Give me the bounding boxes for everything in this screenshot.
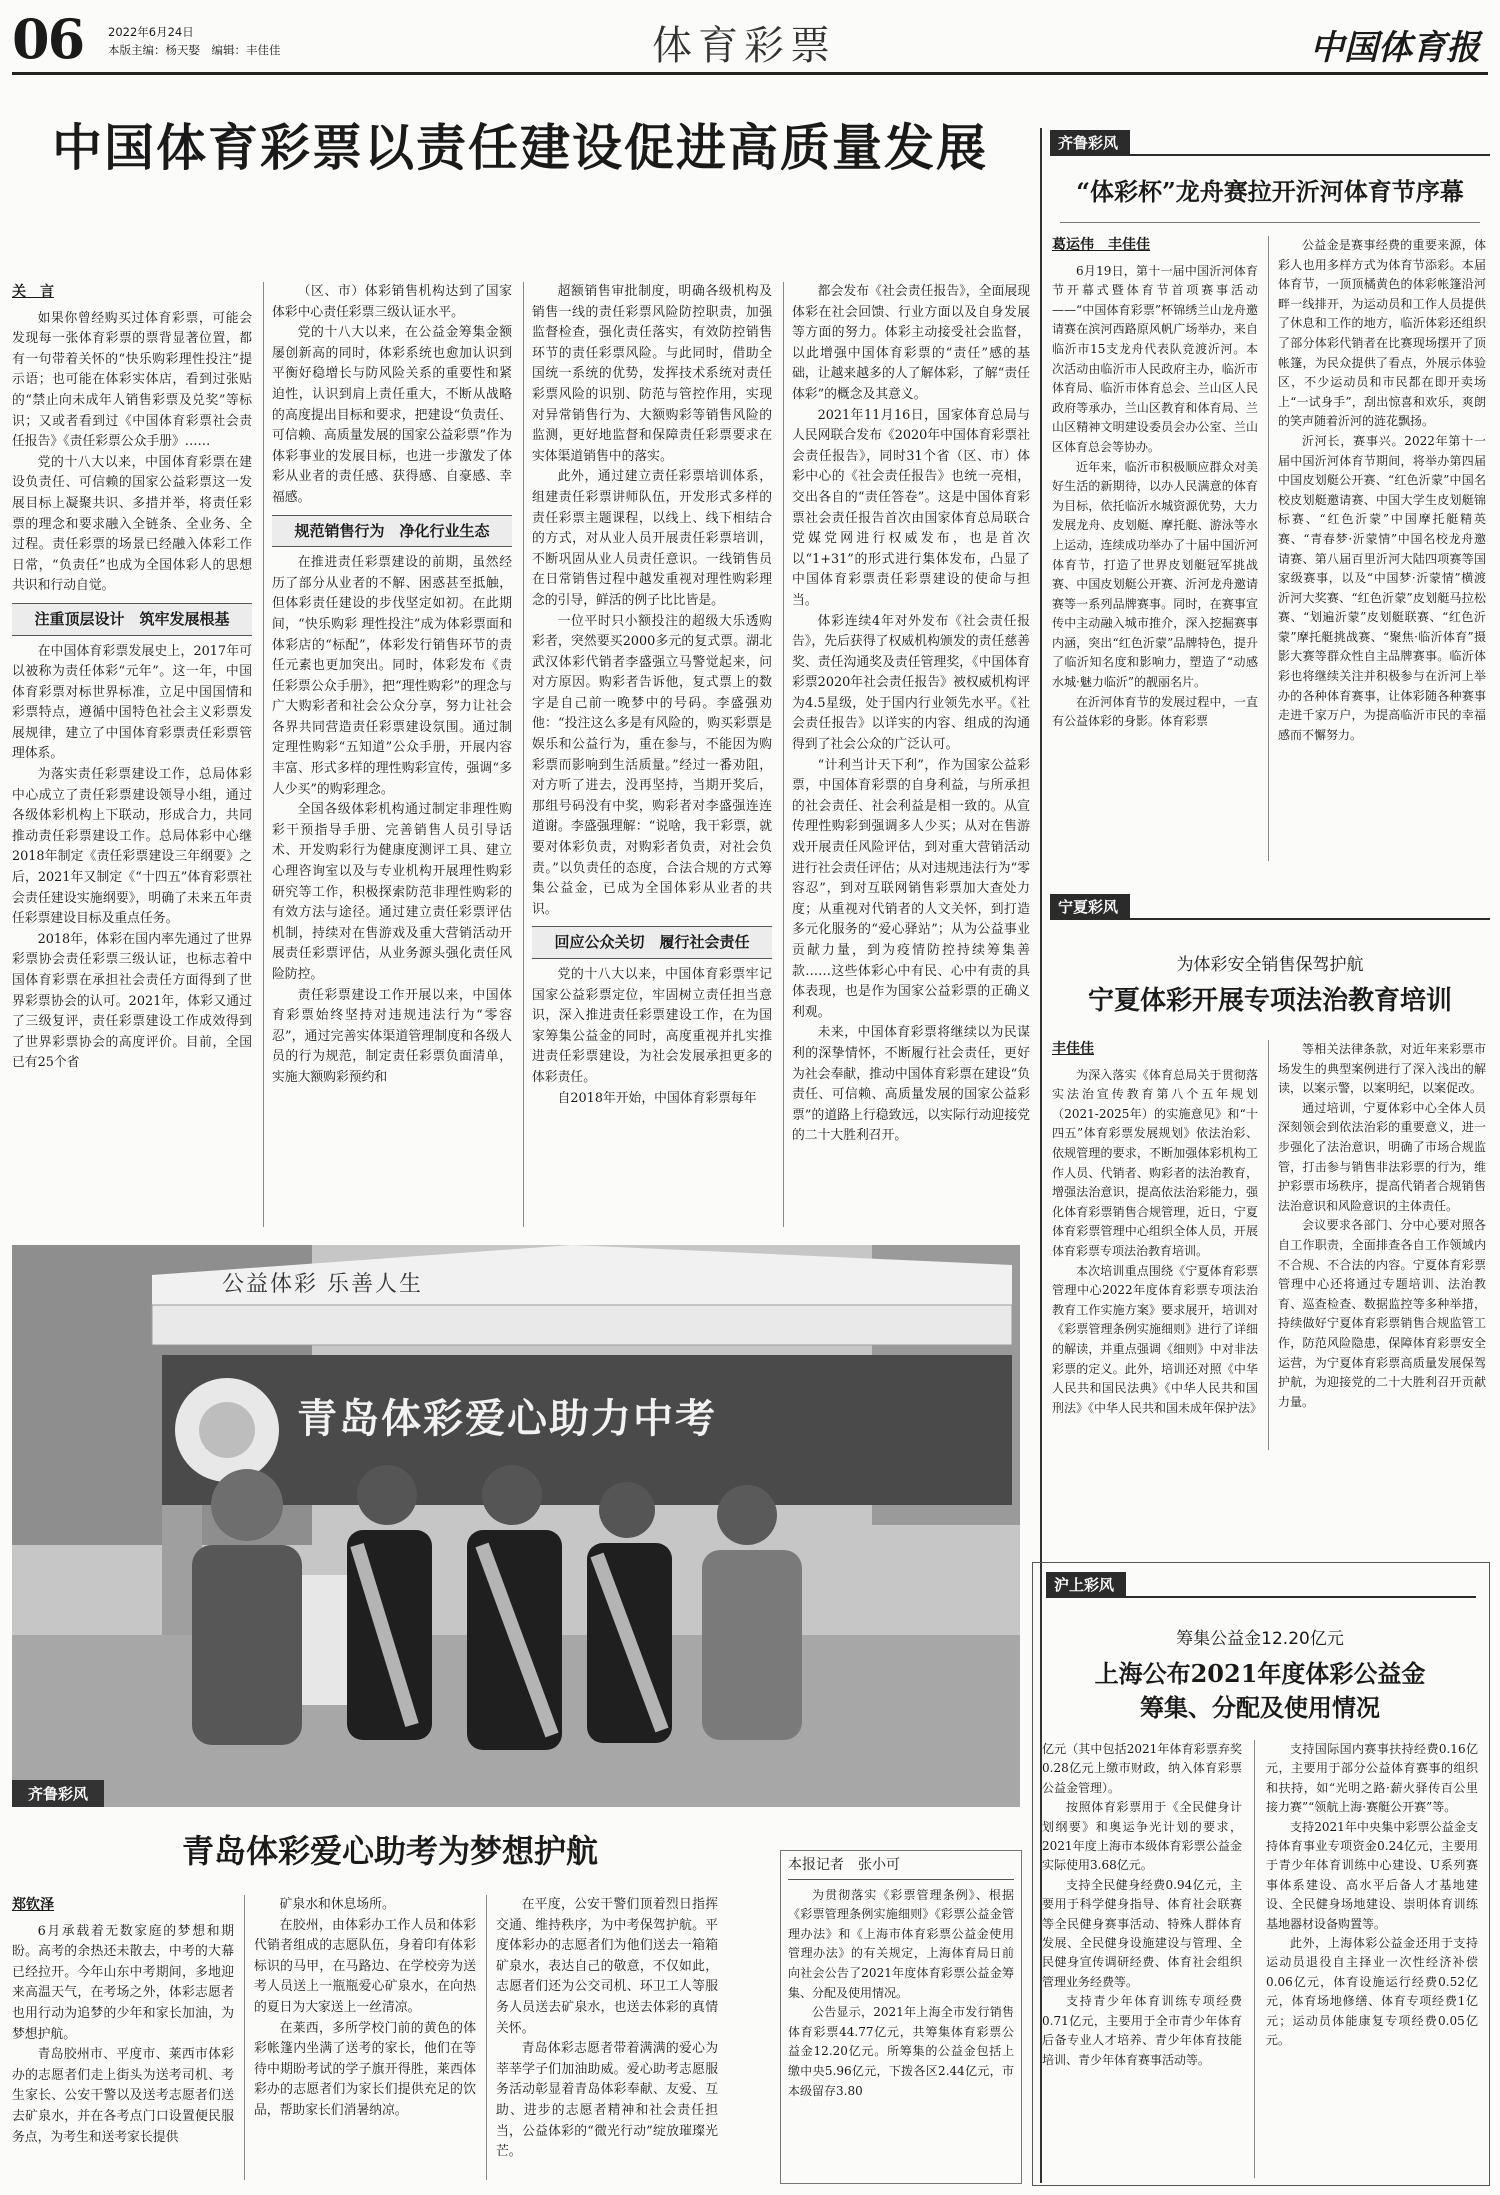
lead-author: 关 言: [12, 284, 54, 300]
paragraph: 为深入落实《体育总局关于贯彻落实法治宣传教育第八个五年规划（2021-2025年）的实施意见》和“十四五”体育彩票发展规划》依法治彩、依规管理的要求，不断加强体彩机构工作人员、代销者、购彩者的法治教育，增强法治意识，提高依法治彩能力，强化体育彩票销售合规管理，近日，宁夏体育彩票管理中心组织全体人员，开展体育彩票专项法治教育培训。: [1052, 1067, 1258, 1258]
page-number: 06: [12, 7, 84, 71]
photo-caption-tag: [12, 1780, 104, 1807]
paragraph: 沂河长，赛事兴。2022年第十一届中国沂河体育节期间，将举办第四届中国皮划艇公开赛、“红色沂蒙”中国名校皮划艇邀请赛、中国大学生皮划艇锦标赛、“红色沂蒙”中国摩托艇精英赛、“青春梦·沂蒙情”中国名校龙舟邀请赛、第八届百里沂河大陆四项赛等国家级赛事，以及“中国梦·沂蒙情”横渡沂河大奖赛、“红色沂蒙”皮划艇马拉松赛、“划遍沂蒙”皮划艇联赛、“红色沂蒙”摩托艇挑战赛、“聚焦·临沂体育”摄影大赛等群众性自主品牌赛事。临沂体彩也将继续关注并积极参与在沂河上举办的各种体育赛事，让体彩随各种赛事走进千家万户，为提高临沂市民的幸福感而不懈努力。: [1278, 433, 1486, 742]
paragraph: 在中国体育彩票发展史上，2017年可以被称为责任体彩“元年”。这一年，中国体育彩票对标世界标准，立足中国国情和彩票特点，遵循中国特色社会主义彩票发展规律，建立了中国体育彩票责任彩票管理体系。: [12, 643, 252, 762]
event-photo: [12, 1245, 1020, 1807]
qingdao-headline: 青岛体彩爱心助考为梦想护航: [181, 1832, 598, 1870]
dragon-column-1: [1052, 236, 1258, 732]
paragraph: 会议要求各部门、分中心要对照各自工作职责，全面排查各自工作领域内不合规、不合法的内容。宁夏体育彩票管理中心还将通过专题培训、法治教育、巡查检查、数据监控等多种举措，持续做好宁夏体育彩票销售合规监管工作，防范风险隐患，保障体育彩票安全运营，为宁夏体育彩票高质量发展保驾护航，为迎接党的二十大胜利召开贡献力量。: [1278, 1218, 1486, 1409]
paragraph: 党的十八大以来，在公益金筹集金额屡创新高的同时，体彩系统也愈加认识到平衡好稳增长与防风险关系的重要性和紧迫性，认识到肩上责任重大，不断从战略的高度提出目标和要求，把建设“负责任、可信赖、高质量发展的国家公益彩票”作为体彩事业的发展目标，也进一步激发了体彩从业者的责任感、获得感、自豪感、幸福感。: [272, 325, 512, 505]
ningxia-section-tag: 宁夏彩风: [1050, 894, 1130, 919]
lead-headline: 中国体育彩票以责任建设促进高质量发展: [52, 119, 988, 177]
paragraph: 支持2021年中央集中彩票公益金支持体育事业专项资金0.24亿元，主要用于青少年体育训练中心建设、U系列赛事体系建设、高水平后备人才基地建设、全民健身场地建设、崇明体育训练基地器材设备购置等。: [1266, 1819, 1478, 1931]
paragraph: 在推进责任彩票建设的前期，虽然经历了部分从业者的不解、困惑甚至抵触，但体彩责任建设的步伐坚定如初。在此期间，“快乐购彩 理性投注”成为体彩票面和体彩店的“标配”，体彩发行销售环节的责任元素也更加突出。同时，体彩发布《责任彩票公众手册》，把“理性购彩”的理念与广大购彩者和社会公众分享，努力让社会各界共同营造责任彩票建设氛围。通过制定理性购彩“五知道”公众手册，开展内容丰富、形式多样的理性购彩宣传，强调“多人少买”的购彩理念。: [272, 555, 512, 797]
shanghai-column-3: [1266, 1740, 1478, 2051]
banner-text: 青岛体彩爱心助力中考: [297, 1396, 717, 1442]
qingdao-column-1: [12, 1895, 234, 2148]
paragraph: “计利当计天下利”，作为国家公益彩票，中国体育彩票的自身利益，与所承担的社会责任、社会利益是相一致的。从宣传理性购彩到强调多人少买；从对在售游戏开展责任风险评估，到对重大营销活动进行社会责任评估；从对违规违法行为“零容忍”，到对互联网销售彩票加大查处力度；从重视对代销者的人文关怀，到打造多元化服务的“爱心驿站”；从为公益事业贡献力量，到为疫情防控持续筹集善款……这些体彩心中有民、心中有责的具体表现，也是作为国家公益彩票的正确义利观。: [792, 757, 1030, 1020]
lead-column-1: [12, 282, 252, 1074]
shanghai-kicker: 筹集公益金12.20亿元: [1176, 1629, 1344, 1649]
section-title: 体育彩票: [652, 23, 836, 69]
dragon-headline: “体彩杯”龙舟赛拉开沂河体育节序幕: [1076, 177, 1464, 206]
paragraph: 如果你曾经购买过体育彩票，可能会发现每一张体育彩票的票背显著位置，都有一句带着关怀的“快乐购彩理性投注”提示语；也可能在体彩实体店，看到过张贴的“禁止向未成年人销售彩票及兑奖”等标识；又或者看到过《中国体育彩票社会责任报告》《责任彩票公众手册》……: [12, 310, 252, 450]
newspaper-logo: 中国体育报: [1310, 28, 1480, 68]
paragraph: 2021年11月16日，国家体育总局与人民网联合发布《2020年中国体育彩票社会责任报告》，同时31个省（区、市）体彩中心的《社会责任报告》也统一亮相，交出各自的“责任答卷”。这是中国体育彩票社会责任报告首次由国家体育总局联合党媒党网进行权威发布，也是首次以“1+31”的形式进行集体发布，凸显了中国体育彩票责任彩票建设的使命与担当。: [792, 407, 1030, 608]
shanghai-section-tag: 沪上彩风: [1046, 1572, 1126, 1597]
paragraph: 青岛胶州市、平度市、莱西市体彩办的志愿者们走上街头为送考司机、考生家长、公安干警以及送考志愿者们送去矿泉水，并在各考点门口设置便民服务点，为考生和送考家长提供: [12, 2047, 234, 2145]
editors-line: 本版主编：杨天娶 编辑：丰佳佳: [108, 43, 281, 57]
paragraph: 为落实责任彩票建设工作，总局体彩中心成立了责任彩票建设领导小组，通过各级体彩机构上下联动，形成合力，共同推动责任彩票建设工作。总局体彩中心继2018年制定《责任彩票建设三年纲要》之后，2021年又制定《“十四五”体育彩票社会责任建设实施纲要》，明确了未来五年责任彩票建设目标及重点任务。: [12, 767, 252, 927]
lead-column-4: [792, 282, 1030, 1147]
paragraph: 都会发布《社会责任报告》，全面展现体彩在社会回馈、行业方面以及自身发展等方面的努力。体彩主动接受社会监督，以此增强中国体育彩票的“责任”感的基础，让越来越多的人了解体彩，了解“责任体彩”的概念及其意义。: [792, 284, 1030, 402]
paragraph: 支持国际国内赛事扶持经费0.16亿元，主要用于部分公益体育赛事的组织和扶持，如“光明之路·薪火驿传百公里接力赛”“领航上海·赛艇公开赛”等。: [1266, 1742, 1478, 1815]
paragraph: 自2018年开始，中国体育彩票每年: [557, 1090, 757, 1106]
paragraph: 在平度，公安干警们顶着烈日指挥交通、维持秩序，为中考保驾护航。平度体彩办的志愿者们为他们送去一箱箱矿泉水，表达自己的敬意，不仅如此，志愿者们还为公交司机、环卫工人等服务人员送去矿泉水，也送去体彩的真情关怀。: [496, 1897, 718, 2036]
paragraph: 6月承载着无数家庭的梦想和期盼。高考的余热还未散去，中考的大幕已经拉开。今年山东中考期间，多地迎来高温天气，在考场之外，体彩志愿者也用行动为追梦的少年和家长加油，为梦想护航。: [12, 1923, 234, 2042]
paragraph: 未来，中国体育彩票将继续以为民谋利的深挚情怀，不断履行社会责任，更好为社会奉献，推动中国体育彩票在建设“负责任、可信赖、高质量发展的国家公益彩票”的道路上行稳致远，以实际行动迎接党的二十大胜利召开。: [792, 1025, 1030, 1144]
dragon-section-tag: 齐鲁彩风: [1050, 130, 1130, 155]
paragraph: 在莱西，多所学校门前的黄色的体彩帐篷内坐满了送考的家长，他们在等待中期盼考试的学子旗开得胜，莱西体彩办的志愿者们为家长们提供充足的饮品，帮助家长们消暑纳凉。: [254, 2020, 476, 2118]
dragon-authors: 葛运伟 丰佳佳: [1052, 237, 1150, 253]
subheading: 规范销售行为 净化行业生态: [272, 515, 512, 548]
qingdao-author: 郑钦泽: [12, 1897, 54, 1913]
paragraph: 青岛体彩志愿者带着满满的爱心为莘莘学子们加油助威。爱心助考志愿服务活动彰显着青岛体彩奉献、友爱、互助、进步的志愿者精神和社会责任担当，公益体彩的“微光行动”绽放璀璨光芒。: [496, 2041, 718, 2160]
paragraph: （区、市）体彩销售机构达到了国家体彩中心责任彩票三级认证水平。: [272, 284, 512, 320]
ningxia-column-1: [1052, 1040, 1263, 1418]
paragraph: 在胶州，由体彩办工作人员和体彩代销者组成的志愿队伍，身着印有体彩标识的马甲，在马路边、在学校旁为送考人员送上一瓶瓶爱心矿泉水，在向热的夏日为大家送上一丝清凉。: [254, 1917, 476, 2015]
ningxia-headline: 宁夏体彩开展专项法治教育培训: [1087, 986, 1452, 1016]
dragon-column-2: [1278, 236, 1486, 745]
paragraph: 公告显示，2021年上海全市发行销售体育彩票44.77亿元，共筹集体育彩票公益金12.20亿元。所筹集的公益金包括上缴中央5.96亿元，下拨各区2.44亿元，市本级留存3.80: [788, 2005, 1014, 2098]
paragraph: 责任彩票建设工作开展以来，中国体育彩票始终坚持对违规违法行为“零容忍”，通过完善实体渠道管理制度和各级人员的行为规范，制定责任彩票负面清单，实施大额购彩预约和: [272, 987, 512, 1085]
photo-illustration: [12, 1245, 1020, 1807]
paragraph: 为贯彻落实《彩票管理条例》、根据《彩票管理条例实施细则》《彩票公益金管理办法》和《上海市体育彩票公益金使用管理办法》的有关规定，上海体育局日前向社会公告了2021年度体育彩票公益金筹集、分配及使用情况。: [788, 1887, 1014, 2000]
shanghai-reporter: 本报记者 张小可: [788, 1856, 1014, 1880]
paragraph: 此外，上海体彩公益金还用于支持运动员退役自主择业一次性经济补偿0.06亿元，体育设施运行经费0.52亿元，体育场地修缮、体育专项经费1亿元；运动员体能康复专项经费0.05亿元。: [1266, 1936, 1478, 2048]
paragraph: 矿泉水和休息场所。: [279, 1897, 395, 1912]
shanghai-column-2: [1042, 1740, 1242, 2070]
ningxia-column-2: [1278, 1040, 1486, 1412]
issue-date: 2022年6月24日: [108, 25, 194, 39]
paragraph: 全国各级体彩机构通过制定非理性购彩干预指导手册、完善销售人员引导话术、开发购彩行为健康度测评工具、建立心理咨询室以及与专业机构开展理性购彩研究等工作，积极探索防范非理性购彩的有效方法与途径。通过建立责任彩票评估机制，持续对在售游戏及重大营销活动开展责任彩票评估，从业务源头强化责任风险防控。: [272, 802, 512, 982]
paragraph: 6月19日，第十一届中国沂河体育节开幕式暨体育节首项赛事活动——“中国体育彩票”杯锦绣兰山龙舟邀请赛在滨河西路原风帆广场举办，来自临沂市15支龙舟代表队竞渡沂河。本次活动由临沂市人民政府主办，临沂市体育局、临沂市体育总会、兰山区人民政府等承办，兰山区教育和体育局、兰山区精神文明建设委员会办公室、兰山区体育总会等协办。: [1052, 263, 1258, 454]
paragraph: 亿元（其中包括2021年体育彩票弃奖0.28亿元上缴市财政，纳入体育彩票公益金管理）。: [1042, 1742, 1242, 1795]
paragraph: 公益金是赛事经费的重要来源，体彩人也用多样方式为体育节添彩。本届体育节，一顶顶橘黄色的体彩帐篷沿河畔一线排开，为运动员和工作人员提供了休息和工作的地方，临沂体彩还组织了部分体彩代销者在比赛现场摆开了顶帐篷，为民众提供了看点，外展示体验区，不少运动员和市民都在即开卖场上“一试身手”，刮出惊喜和欢乐，爽朗的笑声随着沂河的涟花飘扬。: [1278, 238, 1486, 429]
paragraph: 支持全民健身经费0.94亿元，主要用于科学健身指导、体育社会联赛等全民健身赛事活动、特殊人群体育发展、全民健身设施建设与管理、全民健身宣传调研经费、体育社会组织管理业务经费等。: [1042, 1877, 1242, 1989]
paragraph: 按照体育彩票用于《全民健身计划纲要》和奥运争光计划的要求，2021年度上海市本级体育彩票公益金实际使用3.68亿元。: [1042, 1800, 1242, 1873]
paragraph: 本次培训重点围绕《宁夏体育彩票管理中心2022年度体育彩票专项法治教育工作实施方案》要求展开，培训对《彩票管理条例实施细则》进行了详细的解读，并重点强调《细则》中对非法彩票的定义。此外，培训还对照《中华人民共和国民法典》《中华人民共和国刑法》《中华人民共和国未成年保护法》: [1052, 1263, 1263, 1415]
photo-caption-text: 齐鲁彩风: [28, 1785, 89, 1803]
paragraph: 通过培训，宁夏体彩中心全体人员深刻领会到依法治彩的重要意义，进一步强化了法治意识，明确了市场合规监管，打击参与销售非法彩票的行为，维护彩票市场秩序，提高代销者合规销售法治意识和风险意识的主体责任。: [1278, 1100, 1486, 1213]
qingdao-column-3: [496, 1895, 718, 2163]
ningxia-author: 丰佳佳: [1052, 1041, 1094, 1057]
masthead: [12, 7, 1490, 71]
paragraph: 支持青少年体育训练专项经费0.71亿元，主要用于全市青少年体育后备专业人才培养、青少年体育技能培训、青少年体育赛事活动等。: [1042, 1994, 1242, 2067]
paragraph: 超额销售审批制度，明确各级机构及销售一线的责任彩票风险防控职责，加强监督检查，强化责任落实，有效防控销售环节的责任彩票风险。与此同时，借助全国统一系统的优势，发挥技术系统对责任彩票风险的识别、防范与管控作用，实现对异常销售行为、大额购彩等销售风险的监测，更好地监督和保障责任彩票要求在实体渠道销售中的落实。: [532, 284, 772, 464]
shanghai-column-1: [788, 1856, 1014, 2101]
ningxia-kicker: 为体彩安全销售保驾护航: [1176, 955, 1364, 975]
shanghai-headline-line2: 筹集、分配及使用情况: [1140, 1693, 1380, 1722]
paragraph: 此外，通过建立责任彩票培训体系，组建责任彩票讲师队伍，开发形式多样的责任彩票主题课程，以线上、线下相结合的方式，对从业人员开展责任彩票培训，不断巩固从业人员责任意识。一线销售员在日常销售过程中越发重视对理性购彩理念的引导，鲜活的例子比比皆是。: [532, 469, 772, 608]
paragraph: 近年来，临沂市积极顺应群众对美好生活的新期待，以办人民满意的体育为目标，依托临沂水城资源优势，大力发展龙舟、皮划艇、摩托艇、游泳等水上运动，连续成功举办了十届中国沂河体育节，打造了世界皮划艇冠军挑战赛、中国皮划艇公开赛、沂河龙舟邀请赛等一系列品牌赛事。同时，在赛事宣传中主动融入城市推介，深入挖掘赛事内涵，突出“红色沂蒙”品牌特色，提升了临沂知名度和影响力，塑造了“动感水城·魅力临沂”的靓丽名片。: [1052, 459, 1258, 690]
lead-column-2: [272, 282, 512, 1089]
tent-slogan: 公益体彩 乐善人生: [222, 1272, 423, 1297]
lead-column-3: [532, 282, 772, 1109]
subheading: 回应公众关切 履行社会责任: [532, 926, 772, 959]
paragraph: 在沂河体育节的发展过程中，一直有公益体彩的身影。体育彩票: [1052, 694, 1258, 729]
paragraph: 等相关法律条款，对近年来彩票市场发生的典型案例进行了深入浅出的解读，以案示警，以案明纪，以案促改。: [1278, 1042, 1486, 1096]
paragraph: 2018年，体彩在国内率先通过了世界彩票协会责任彩票三级认证，也标志着中国体育彩票在承担社会责任方面得到了世界彩票协会的认可。2021年，体彩又通过了三级复评，责任彩票建设工作成效得到了世界彩票协会的高度评价。目前，全国已有25个省: [12, 931, 252, 1071]
subheading: 注重顶层设计 筑牢发展根基: [12, 603, 252, 636]
paragraph: 一位平时只小额投注的超级大乐透购彩者，突然要买2000多元的复式票。湖北武汉体彩代销者李盛强立马警觉起来，问对方原因。购彩者告诉他，复式票上的数字是自己前一晚梦中的号码。李盛强劝他：“投注这么多是有风险的，购买彩票是娱乐和公益行为，重在参与，不能因为购彩票而影响到生活质量。”经过一番劝阻，对方听了进去，没再坚持，当期开奖后，那组号码没有中奖，购彩者对李盛强连连道谢。李盛强理解：“说啥，我干彩票，就要对体彩负责，对购彩者负责，对社会负责。”以负责任的态度，合法合规的方式筹集公益金，已成为全国体彩从业者的共识。: [532, 613, 772, 917]
paragraph: 体彩连续4年对外发布《社会责任报告》，先后获得了权威机构颁发的责任慈善奖、责任沟通奖及责任管理奖，《中国体育彩票2020年社会责任报告》被权威机构评为4.5星级，处于国内行业领先水平。《社会责任报告》以详实的内容、组成的沟通得到了社会公众的广泛认可。: [792, 613, 1030, 753]
qingdao-column-2: [254, 1895, 476, 2122]
paragraph: 党的十八大以来，中国体育彩票牢记国家公益彩票定位，牢固树立责任担当意识，深入推进责任彩票建设工作，在为国家筹集公益金的同时，高度重视并扎实推进责任彩票建设，为社会发展承担更多的体彩责任。: [532, 967, 772, 1085]
shanghai-headline-line1: 上海公布2021年度体彩公益金: [1094, 1659, 1426, 1688]
paragraph: 党的十八大以来，中国体育彩票在建设负责任、可信赖的国家公益彩票这一发展目标上凝聚共识、多措并举，将责任彩票的理念和要求融入全链条、全业务、全过程。责任彩票的场景已经融入体彩工作日常，“负责任”也成为全国体彩人的思想共识和行动自觉。: [12, 454, 252, 594]
